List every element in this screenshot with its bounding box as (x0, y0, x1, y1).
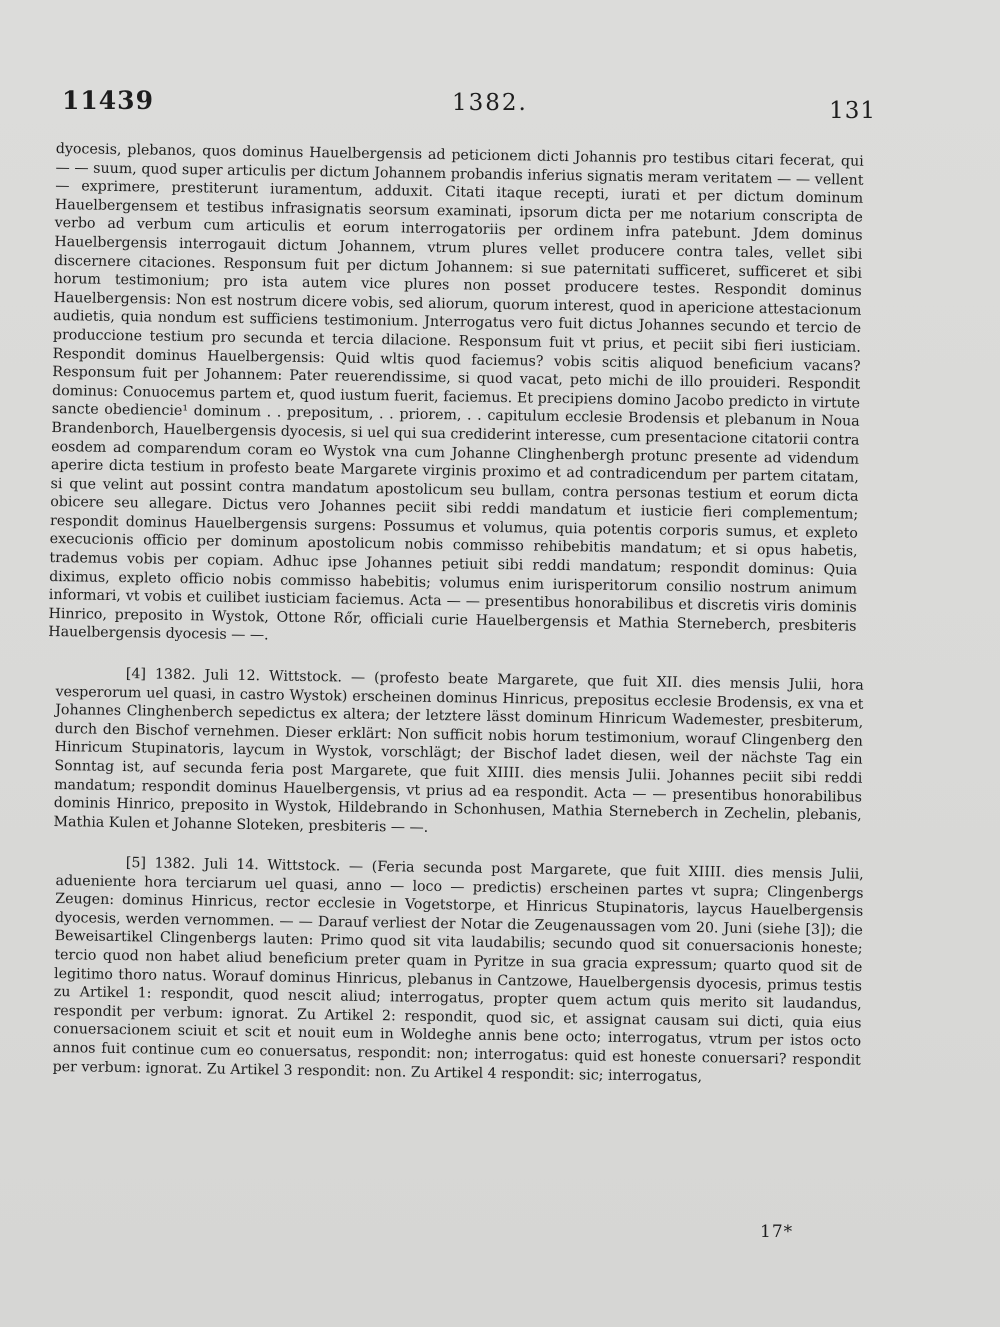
body-text (48, 140, 864, 1086)
paragraph-entry-5: [5] 1382. Juli 14. Wittstock. — (Feria secunda post Margarete, que fuit XIIII. dies mensis Julii, adueniente hora terciarum uel quasi, anno — loco — predictis) erscheinen partes vt supra; Clingenbergs Zeugen: dominus Hinricus, rector ecclesie in Vogetstorpe, et Hinricus Stupinatoris, laycus Hauelbergensis dyocesis, werden vernommen. — — Darauf verliest der Notar die Zeugenaussagen vom 20. Juni (siehe [3]); die Beweisartikel Clingenbergs lauten: Primo quod sit vita laudabilis; secundo quod sit conuersacionis honeste; tercio quod non habet aliud beneficium preter quam in Pyritze in sua gracia expressum; quarto quod sit de legitimo thoro natus. Worauf dominus Hinricus, plebanus in Cantzowe, Hauelbergensis dyocesis, primus testis zu Artikel 1: respondit, quod nescit aliud; interrogatus, propter quem actum quis merito sit laudandus, respondit per verbum: ignorat. Zu Artikel 2: respondit, quod sic, et assignat causam sui dicti, quia eius conuersacionem sciuit et scit et nouit eum in Woldeghe annis bene octo; interrogatus, vtrum per istos octo annos fuit continue cum eo conuersatus, respondit: non; interrogatus: quid est honeste conuersari? respondit per verbum: ignorat. Zu Artikel 3 respondit: non. Zu Artikel 4 respondit: sic; interrogatus, (52, 855, 864, 1086)
paragraph-entry-4: [4] 1382. Juli 12. Wittstock. — (profesto beate Margarete, que fuit XII. dies mensis Julii, hora vesperorum uel quasi, in castro Wystok) erscheinen dominus Hinricus, prepositus ecclesie Brodensis, ex vna et Johannes Clinghenberch sepedictus ex altera; der letztere lässt dominum Hinricum Wademester, presbiterum, durch den Bischof vernehmen. Dieser erklärt: Non sufficit nobis horum testimonium, worauf Clingenberg den Hinricum Stupinatoris, laycum in Wystok, vorschlägt; der Bischof ladet diesen, weil der nächste Tag ein Sonntag ist, auf secunda feria post Margarete, que fuit XIIII. dies mensis Julii. Johannes peciit sibi reddi mandatum; respondit dominus Hauelbergensis, vt prius ad ea respondit. Acta — — presentibus honorabilibus dominis Hinrico, preposito in Wystok, Hildebrando in Schonhusen, Mathia Sterneberch in Zechelin, plebanis, Mathia Kulen et Johanne Sloteken, presbiteris — —. (53, 666, 864, 836)
paragraph-continuation: dyocesis, plebanos, quos dominus Hauelbergensis ad peticionem dicti Johannis pro testibus citari fecerat, qui — — suum, quod super articulis per dictum Johannem probandis inferius signatis meram veritatem — — vellent — exprimere, prestiterunt iuramentum, adduxit. Citati itaque recepti, iurati et per dictum dominum Hauelbergensem et testibus infrasignatis seorsum examinati, ipsorum dicta per me notarium conscripta de verbo ad verbum cum articulis et eorum interrogatoriis per ordinem infra patebunt. Jdem dominus Hauelbergensis interrogauit dictum Johannem, vtrum plures vellet producere contra tales, vellet sibi discernere citaciones. Responsum fuit per dictum Johannem: si sue paternitati sufficeret, sufficeret et sibi horum testimonium; pro ista autem vice plures non posset producere testes. Respondit dominus Hauelbergensis: Non est nostrum dicere vobis, sed aliorum, quorum interest, quod in apericione attestacionum audietis, quia nondum est sufficiens testimonium. Jnterrogatus vero fuit dictus Johannes secundo et tercio de produccione testium pro secunda et tercia dilacione. Responsum fuit vt prius, et peciit sibi fieri iusticiam. Respondit dominus Hauelbergensis: Quid wltis quod faciemus? vobis scitis aliquod beneficium vacans? Responsum fuit per Johannem: Pater reuerendissime, si quod vacat, peto michi de illo prouideri. Respondit dominus: Conuocemus partem et, quod iustum fuerit, faciemus. Et precipiens domino Jacobo predicto in virtute sancte obediencie¹ dominum . . prepositum, . . priorem, . . capitulum ecclesie Brodensis et plebanum in Noua Brandenborch, Hauelbergensis dyocesis, si uel qui sua crediderint interesse, cum presentacione citatorii contra eosdem ad comparendum coram eo Wystok vna cum Johanne Clinghenbergh protunc presente ad videndum aperire dicta testium in profesto beate Margarete virginis proximo et ad contradicendum per partem citatam, si que velint aut possint contra mandatum apostolicum seu bullam, contra personas testium et eorum dicta obicere seu allegare. Dictus vero Johannes peciit sibi reddi mandatum et iusticie fieri complementum; respondit dominus Hauelbergensis surgens: Possumus et volumus, quia potentis corporis sumus, et expleto execucionis officio per dominum apostolicum nobis commisso rehibebitis mandatum; et si opus habetis, trademus vobis per copiam. Adhuc ipse Johannes petiuit sibi reddi mandatum; respondit dominus: Quia diximus, expleto officio nobis commisso habebitis; volumus enim iurisperitorum consilio nostrum animum informari, vt vobis et cuilibet iusticiam faciemus. Acta — — presentibus honorabilibus et discretis viris dominis Hinrico, preposito in Wystok, Ottone Rőr, officiali curie Hauelbergensis et Mathia Sterneberch, presbiteris Hauelbergensis dyocesis — —. (48, 140, 864, 644)
running-head-year: 1382. (452, 90, 528, 116)
page-header (62, 86, 876, 126)
signature-mark: 17* (760, 1222, 794, 1242)
page-number: 131 (829, 98, 876, 124)
document-number: 11439 (62, 86, 154, 115)
